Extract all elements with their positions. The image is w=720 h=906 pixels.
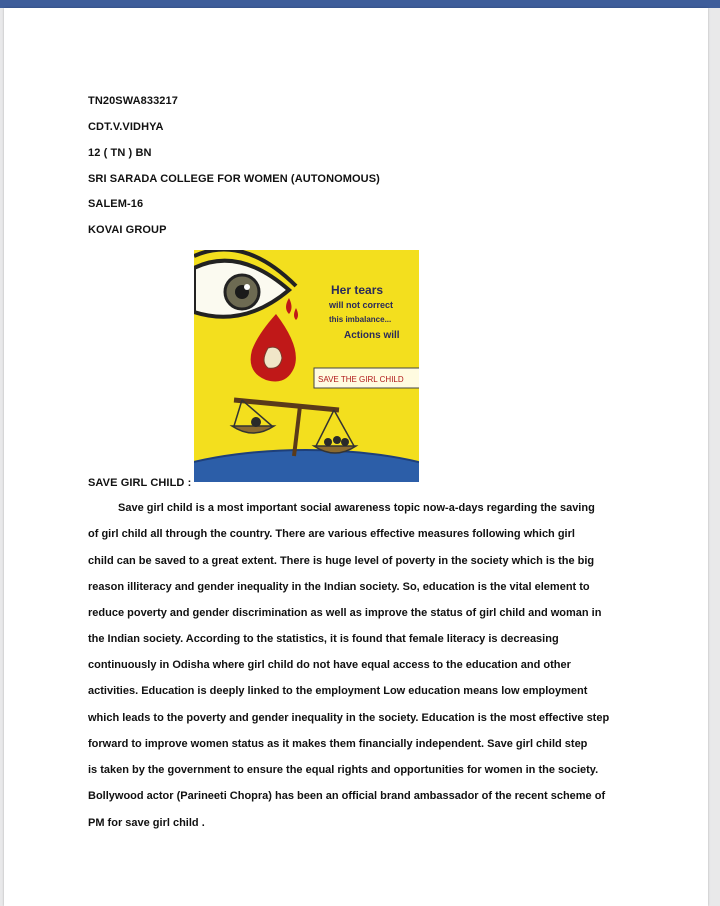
essay-line: reduce poverty and gender discrimination as well as improve the status of girl child and woman in (88, 607, 602, 619)
banner-text: SAVE THE GIRL CHILD (318, 375, 404, 384)
poster-text-line1: Her tears (331, 283, 384, 297)
college-city: SALEM-16 (88, 198, 144, 210)
poster-text-line2: will not correct (329, 300, 394, 310)
group-name: KOVAI GROUP (88, 224, 167, 236)
save-girl-child-poster (194, 250, 419, 482)
essay-line: Bollywood actor (Parineeti Chopra) has been an official brand ambassador of the recent scheme of (88, 790, 606, 802)
college-name: SRI SARADA COLLEGE FOR WOMEN (AUTONOMOUS) (88, 173, 380, 185)
essay-line: is taken by the government to ensure the equal rights and opportunities for women in the society. (88, 764, 599, 776)
essay-line: PM for save girl child . (88, 817, 205, 829)
essay-line: of girl child all through the country. There are various effective measures following which girl (88, 528, 575, 540)
window-top-bar (0, 0, 720, 8)
poster-illustration (194, 250, 419, 482)
poster-text-line4: Actions will (344, 330, 400, 341)
essay-line: activities. Education is deeply linked to the employment Low education means low employment (88, 685, 588, 697)
document-page (4, 8, 708, 906)
essay-heading: SAVE GIRL CHILD : (88, 477, 192, 489)
poster-text-line3: this imbalance... (329, 315, 392, 324)
registration-id: TN20SWA833217 (88, 95, 178, 107)
essay-line: the Indian society. According to the statistics, it is found that female literacy is decreasing (88, 633, 559, 645)
battalion: 12 ( TN ) BN (88, 147, 152, 159)
essay-line: child can be saved to a great extent. There is huge level of poverty in the society which is the big (88, 555, 595, 567)
essay-line: continuously in Odisha where girl child do not have equal access to the education and other (88, 659, 571, 671)
essay-line: Save girl child is a most important social awareness topic now-a-days regarding the saving (118, 502, 595, 514)
essay-line: forward to improve women status as it makes them financially independent. Save girl child step (88, 738, 588, 750)
cadet-name: CDT.V.VIDHYA (88, 121, 164, 133)
essay-line: reason illiteracy and gender inequality in the Indian society. So, education is the vital element to (88, 581, 590, 593)
essay-line: which leads to the poverty and gender inequality in the society. Education is the most effective step (88, 712, 610, 724)
